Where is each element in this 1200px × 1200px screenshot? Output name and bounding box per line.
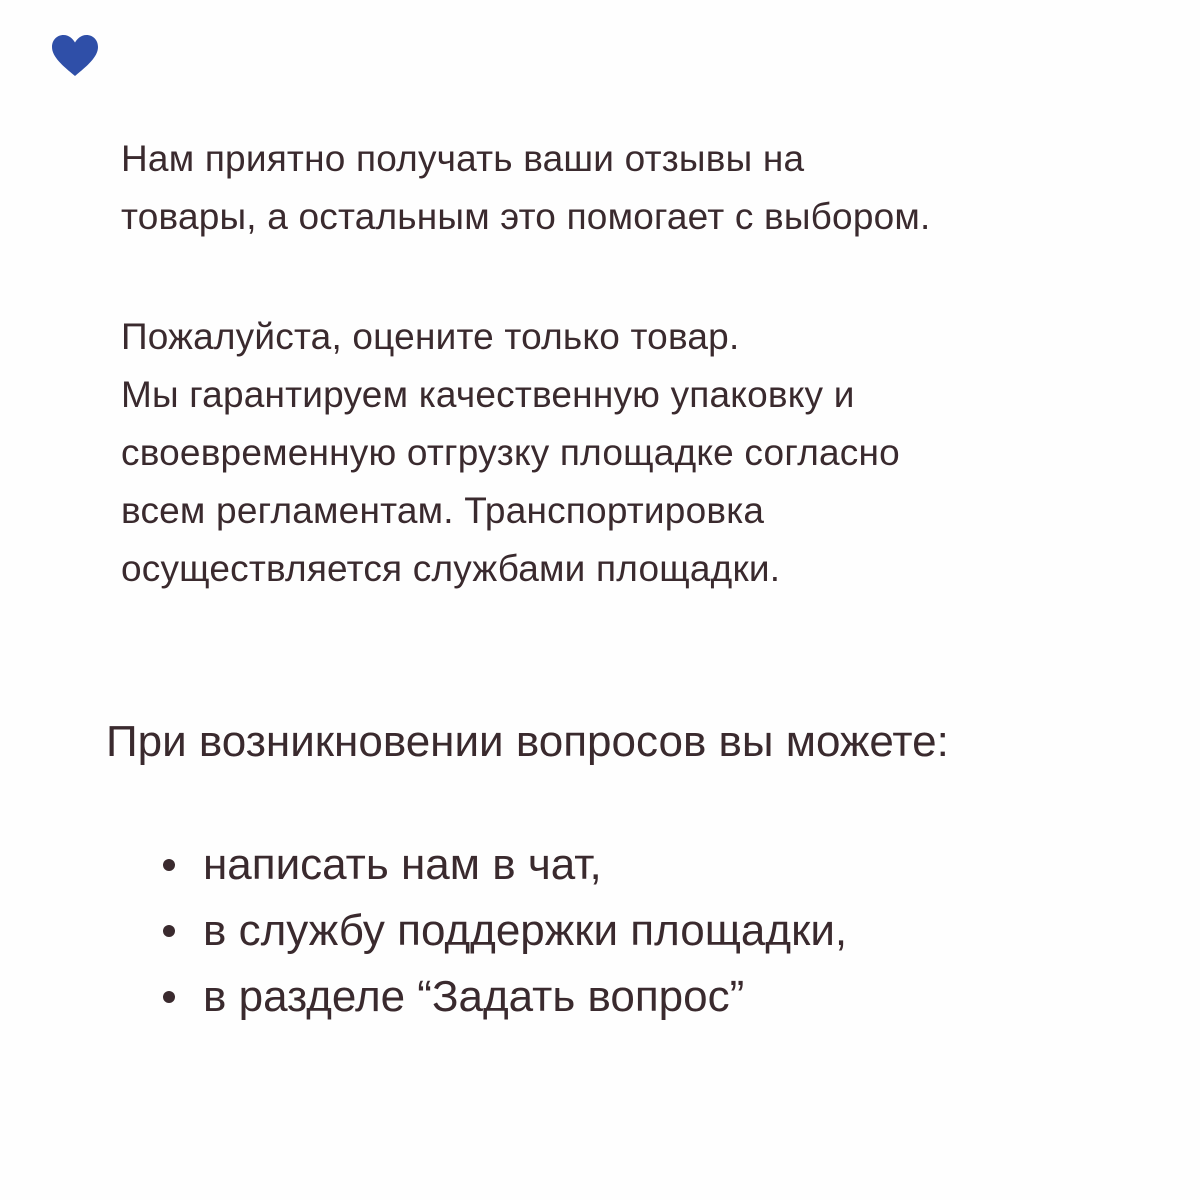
bullet-icon <box>163 859 175 871</box>
intro-line: товары, а остальным это помогает с выбором. <box>121 196 931 237</box>
notice-line: Пожалуйста, оцените только товар. <box>121 316 740 357</box>
notice-paragraph <box>121 308 1161 598</box>
heart-icon <box>50 34 100 78</box>
list-item <box>163 964 847 1030</box>
bullet-icon <box>163 991 175 1003</box>
notice-line: осуществляется службами площадки. <box>121 548 781 589</box>
notice-line: своевременную отгрузку площадке согласно <box>121 432 900 473</box>
list-item <box>163 832 847 898</box>
notice-line: всем регламентам. Транспортировка <box>121 490 765 531</box>
intro-paragraph <box>121 130 1161 246</box>
list-item-label: написать нам в чат, <box>203 840 602 889</box>
list-item-label: в разделе “Задать вопрос” <box>203 972 745 1021</box>
notice-line: Мы гарантируем качественную упаковку и <box>121 374 855 415</box>
intro-line: Нам приятно получать ваши отзывы на <box>121 138 805 179</box>
list-item-label: в службу поддержки площадки, <box>203 906 848 955</box>
questions-heading: При возникновении вопросов вы можете: <box>106 717 949 766</box>
contact-options-list <box>163 832 847 1030</box>
bullet-icon <box>163 925 175 937</box>
list-item <box>163 898 847 964</box>
